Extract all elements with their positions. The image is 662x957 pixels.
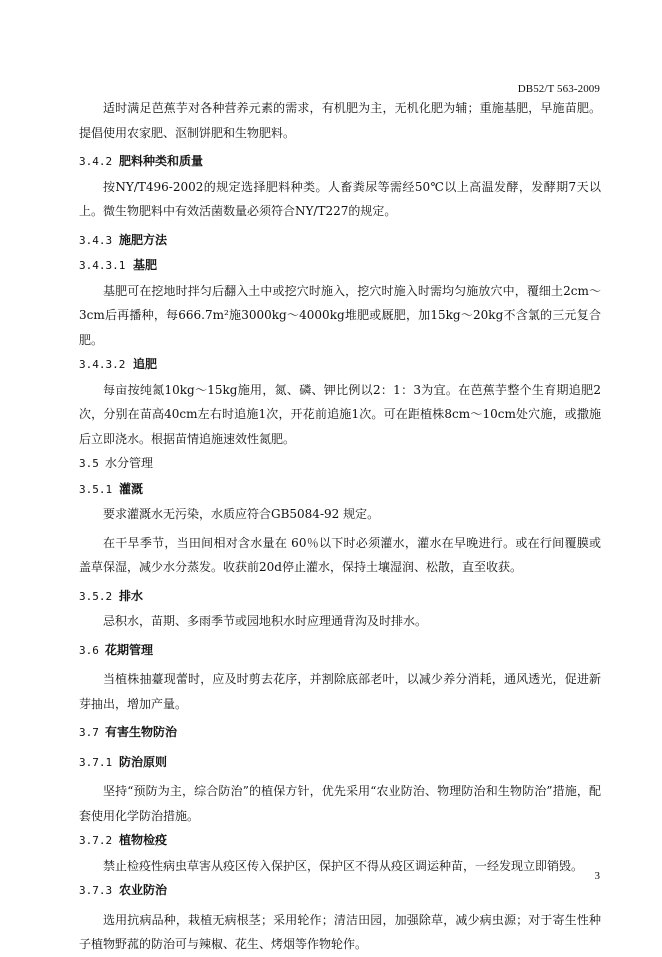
section-number: 3.4.3.1 <box>79 259 126 272</box>
paragraph-top-dressing: 每亩按纯氮10kg～15kg施用，氮、磷、钾比例以2：1：3为宜。在芭蕉芋整个生育期追肥2次，分别在苗高40cm左右时追施1次，开花前追施1次。可在距植株8cm～10cm处穴施，或撒施后立即浇水。根据苗情追施速效性氮肥。 <box>79 382 601 446</box>
section-title: 有害生物防治 <box>105 725 178 739</box>
section-number: 3.7.1 <box>79 755 113 769</box>
section-number: 3.4.3.2 <box>79 358 126 371</box>
section-title: 植物检疫 <box>119 833 168 847</box>
section-number: 3.7.3 <box>79 884 113 897</box>
paragraph-fertilizer-types: 按NY/T496-2002的规定选择肥料种类。人畜粪尿等需经50℃以上高温发酵，发酵期7天以上。微生物肥料中有效活菌数量必须符合NY/T227的规定。 <box>79 179 601 218</box>
section-title: 水分管理 <box>105 456 154 470</box>
page-number: 3 <box>594 870 600 882</box>
section-number: 3.7 <box>79 726 99 739</box>
heading-3-5 <box>79 451 601 477</box>
section-title: 基肥 <box>133 258 158 272</box>
document-code: DB52/T 563-2009 <box>517 83 600 95</box>
heading-3-7-1 <box>79 750 601 776</box>
section-title: 防治原则 <box>119 754 168 769</box>
paragraph-irrigation-water: 要求灌溉水无污染，水质应符合GB5084-92 规定。 <box>103 507 380 521</box>
section-title: 肥料种类和质量 <box>119 154 204 168</box>
heading-3-7 <box>79 720 601 746</box>
section-title: 施肥方法 <box>119 232 168 247</box>
paragraph-agricultural-control: 选用抗病品种，栽植无病根茎；采用轮作；清洁田园，加强除草，减少病虫源；对于寄生性种子植物野菰的防治可与辣椒、花生、烤烟等作物轮作。 <box>79 912 601 951</box>
paragraph-base-fertilizer: 基肥可在挖地时拌匀后翻入土中或挖穴时施入，挖穴时施入时需均匀施放穴中，覆细土2cm～3cm后再播种，每666.7m²施3000kg～4000kg堆肥或厩肥，加15kg～20kg不含氯的三元复合肥。 <box>79 283 601 347</box>
heading-3-5-2 <box>79 584 601 610</box>
section-title: 追肥 <box>133 357 158 371</box>
section-number: 3.4.2 <box>79 155 113 168</box>
section-number: 3.7.2 <box>79 834 113 847</box>
heading-3-4-3-2 <box>79 352 601 378</box>
heading-3-5-1 <box>79 477 601 503</box>
heading-3-4-3 <box>79 228 601 254</box>
section-number: 3.4.3 <box>79 233 113 247</box>
paragraph-control-principle: 坚持“预防为主，综合防治”的植保方针，优先采用“农业防治、物理防治和生物防治”措施，配套使用化学防治措施。 <box>79 784 601 823</box>
paragraph-flowering-management: 当植株抽薹现蕾时，应及时剪去花序，并割除底部老叶，以减少养分消耗，通风透光，促进新芽抽出，增加产量。 <box>79 672 601 711</box>
paragraph-irrigation-timing: 在干旱季节，当田间相对含水量在 60％以下时必须灌水，灌水在早晚进行。或在行间覆膜或盖草保湿，减少水分蒸发。收获前20d停止灌水，保持土壤湿润、松散，直至收获。 <box>79 535 601 574</box>
paragraph-plant-quarantine: 禁止检疫性病虫草害从疫区传入保护区，保护区不得从疫区调运种苗，一经发现立即销毁。 <box>103 858 584 873</box>
heading-3-7-2 <box>79 828 601 854</box>
section-title: 排水 <box>119 588 144 603</box>
section-title: 农业防治 <box>119 883 168 897</box>
section-title: 灌溉 <box>119 481 144 496</box>
section-number: 3.5.2 <box>79 589 113 603</box>
heading-3-4-2 <box>79 149 601 175</box>
heading-3-7-3 <box>79 878 601 904</box>
section-number: 3.5.1 <box>79 482 113 496</box>
paragraph-fertilization-principle: 适时满足芭蕉芋对各种营养元素的需求，有机肥为主，无机化肥为辅；重施基肥，早施苗肥。提倡使用农家肥、沤制饼肥和生物肥料。 <box>79 101 601 140</box>
heading-3-6 <box>79 638 601 664</box>
heading-3-4-3-1 <box>79 253 601 279</box>
section-number: 3.6 <box>79 643 99 657</box>
section-number: 3.5 <box>79 457 99 470</box>
paragraph-drainage: 忌积水，苗期、多雨季节或园地积水时应理通背沟及时排水。 <box>103 614 428 628</box>
document-body <box>79 96 601 957</box>
section-title: 花期管理 <box>105 642 154 657</box>
